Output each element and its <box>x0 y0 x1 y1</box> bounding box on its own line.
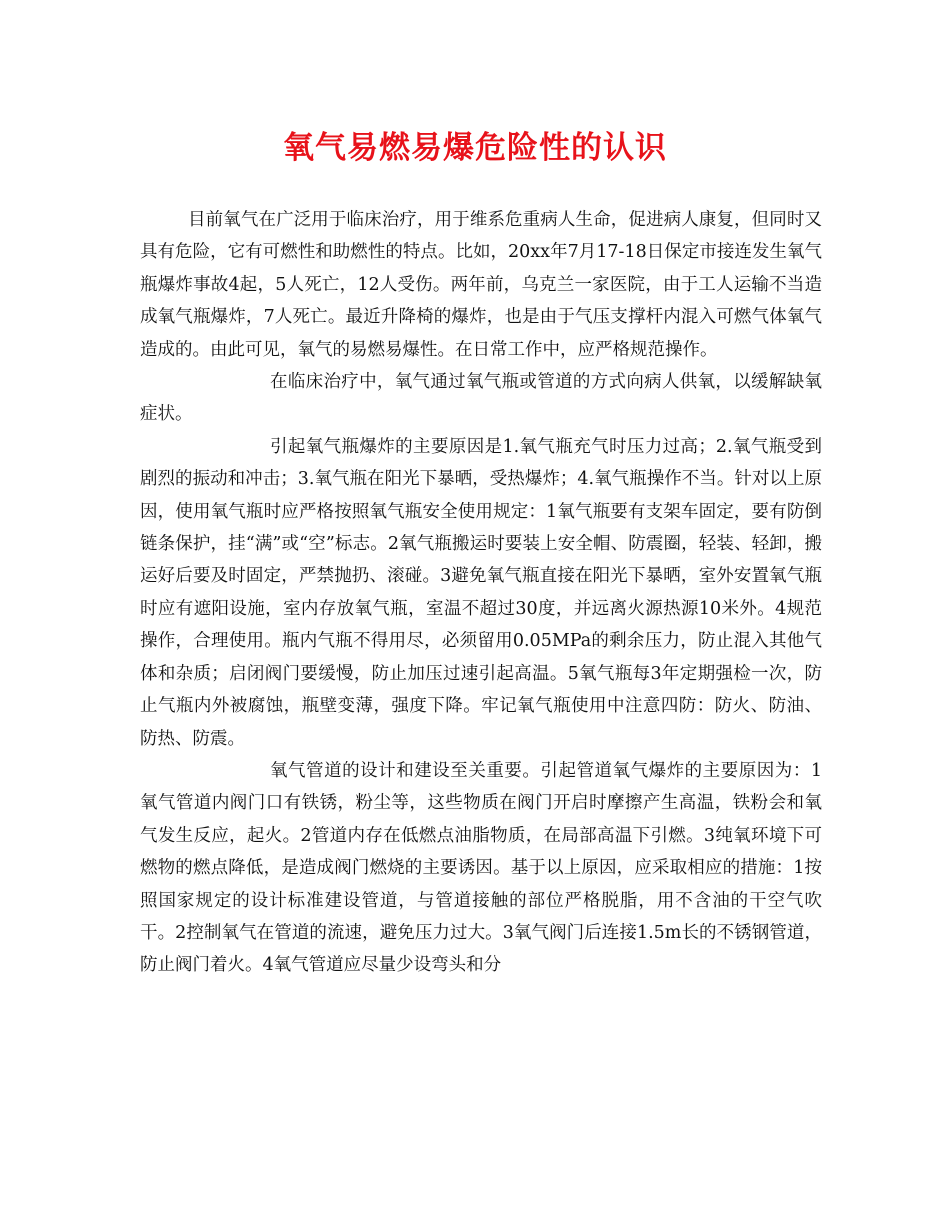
document-title: 氧气易燃易爆危险性的认识 <box>283 130 667 166</box>
paragraph-pipeline-design: 氧气管道的设计和建设至关重要。引起管道氧气爆炸的主要原因为：1氧气管道内阀门口有铁锈，粉尘等，这些物质在阀门开启时摩擦产生高温，铁粉会和氧气发生反应，起火。2管道内存在低燃点油脂物质，在局部高温下引燃。3纯氧环境下可燃物的燃点降低，是造成阀门燃烧的主要诱因。基于以上原因，应采取相应的措施：1按照国家规定的设计标准建设管道，与管道接触的部位严格脱脂，用不含油的干空气吹干。2控制氧气在管道的流速，避免压力过大。3氧气阀门后连接1.5m长的不锈钢管道，防止阀门着火。4氧气管道应尽量少设弯头和分 <box>140 760 822 976</box>
document-body <box>140 204 822 982</box>
paragraph-oxygen-supply: 在临床治疗中，氧气通过氧气瓶或管道的方式向病人供氧，以缓解缺氧症状。 <box>140 372 822 425</box>
paragraph-intro: 目前氧气在广泛用于临床治疗，用于维系危重病人生命，促进病人康复，但同时又具有危险，它有可燃性和助燃性的特点。比如，20xx年7月17-18日保定市接连发生氧气瓶爆炸事故4起，5人死亡，12人受伤。两年前，乌克兰一家医院，由于工人运输不当造成氧气瓶爆炸，7人死亡。最近升降椅的爆炸，也是由于气压支撑杆内混入可燃气体氧气造成的。由此可见，氧气的易燃易爆性。在日常工作中，应严格规范操作。 <box>140 210 822 360</box>
paragraph-cylinder-explosion: 引起氧气瓶爆炸的主要原因是1.氧气瓶充气时压力过高；2.氧气瓶受到剧烈的振动和冲击；3.氧气瓶在阳光下暴晒，受热爆炸；4.氧气瓶操作不当。针对以上原因，使用氧气瓶时应严格按照氧气瓶安全使用规定：1氧气瓶要有支架车固定，要有防倒链条保护，挂“满”或“空”标志。2氧气瓶搬运时要装上安全帽、防震圈，轻装、轻卸，搬运好后要及时固定，严禁抛扔、滚碰。3避免氧气瓶直接在阳光下暴晒，室外安置氧气瓶时应有遮阳设施，室内存放氧气瓶，室温不超过30度，并远离火源热源10米外。4规范操作，合理使用。瓶内气瓶不得用尽，必须留用0.05MPa的剩余压力，防止混入其他气体和杂质；启闭阀门要缓慢，防止加压过速引起高温。5氧气瓶每3年定期强检一次，防止气瓶内外被腐蚀，瓶壁变薄，强度下降。牢记氧气瓶使用中注意四防：防火、防油、防热、防震。 <box>140 436 822 749</box>
